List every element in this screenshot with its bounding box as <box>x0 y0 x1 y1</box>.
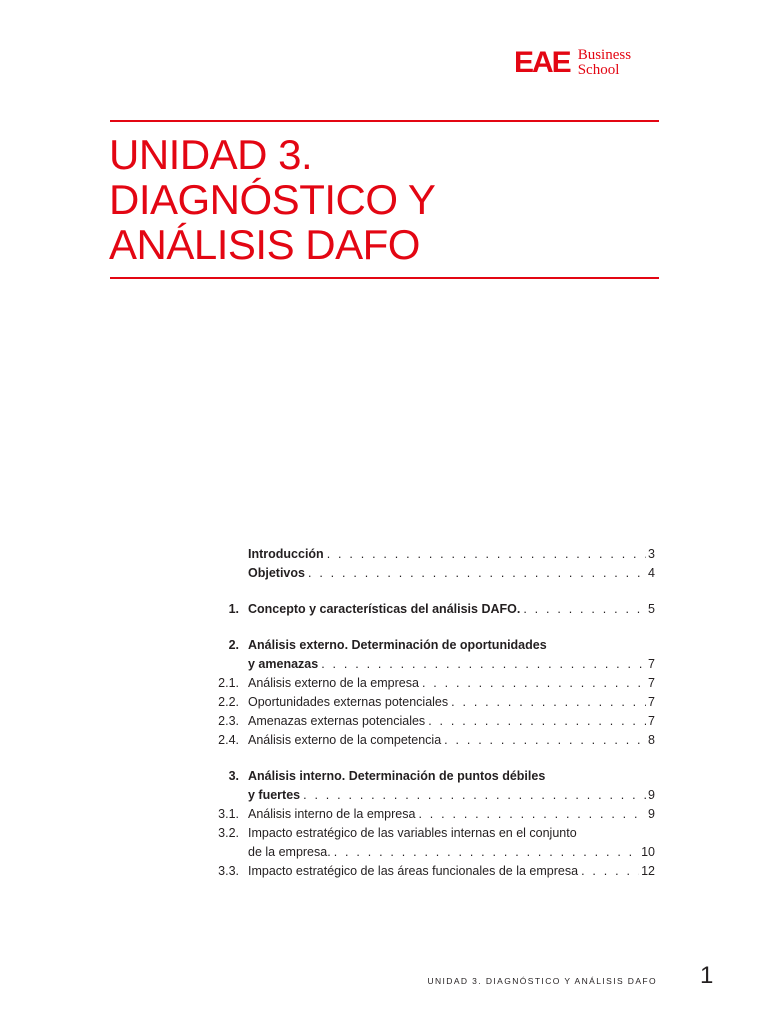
title-bottom-rule <box>110 277 659 279</box>
toc-leader <box>321 655 646 674</box>
toc-entry-section-2-3[interactable] <box>200 712 655 731</box>
toc-leader <box>444 731 646 750</box>
toc-label: Concepto y características del análisis DAFO. <box>248 602 521 616</box>
logo-wordmark <box>578 48 631 78</box>
toc-label: Análisis interno. Determinación de puntos débiles <box>248 769 546 783</box>
toc-page-number: 9 <box>648 807 655 821</box>
toc-label: Impacto estratégico de las variables internas en el conjunto <box>248 826 577 840</box>
toc-label: Amenazas externas potenciales <box>248 714 426 728</box>
toc-page-number: 7 <box>648 657 655 671</box>
toc-entry-section-1[interactable] <box>200 600 655 619</box>
title-top-rule <box>110 120 659 122</box>
title-line-2: DIAGNÓSTICO Y <box>109 176 436 223</box>
toc-section-number: 1. <box>228 602 239 616</box>
toc-page-number: 7 <box>648 695 655 709</box>
logo-mark: EAE <box>514 46 570 79</box>
toc-leader <box>418 805 646 824</box>
toc-label: y amenazas <box>248 657 319 671</box>
toc-entry-section-3-2[interactable] <box>200 824 655 843</box>
logo-line-business: Business <box>577 47 632 63</box>
toc-page-number: 4 <box>648 566 655 580</box>
toc-page-number: 8 <box>648 733 655 747</box>
toc-page-number: 10 <box>641 845 655 859</box>
toc-label: Objetivos <box>248 566 305 580</box>
toc-entry-section-3-2-cont[interactable] <box>200 843 655 862</box>
toc-page-number: 12 <box>641 864 655 878</box>
toc-page-number: 9 <box>648 788 655 802</box>
toc-section-number: 3.2. <box>218 826 239 840</box>
toc-leader <box>428 712 646 731</box>
title-line-1: UNIDAD 3. <box>109 131 313 178</box>
toc-section-number: 3. <box>228 769 239 783</box>
toc-label: Introducción <box>248 547 324 561</box>
toc-leader <box>327 545 646 564</box>
toc-label: Análisis externo de la competencia <box>248 733 442 747</box>
page-number: 1 <box>700 962 714 989</box>
table-of-contents <box>200 545 655 881</box>
toc-entry-section-3-1[interactable] <box>200 805 655 824</box>
toc-page-number: 7 <box>648 714 655 728</box>
toc-entry-section-2-cont[interactable] <box>200 655 655 674</box>
toc-label: Análisis externo. Determinación de oportunidades <box>248 638 547 652</box>
toc-label: Impacto estratégico de las áreas funcionales de la empresa <box>248 864 579 878</box>
toc-entry-intro[interactable] <box>200 545 655 564</box>
toc-section-number: 2.3. <box>218 714 239 728</box>
toc-leader <box>308 564 646 583</box>
page-title <box>109 132 669 267</box>
toc-leader <box>581 862 639 881</box>
toc-section-number: 3.3. <box>218 864 239 878</box>
toc-section-number: 2.2. <box>218 695 239 709</box>
running-footer-title: UNIDAD 3. DIAGNÓSTICO Y ANÁLISIS DAFO <box>427 976 657 986</box>
toc-section-number: 3.1. <box>218 807 239 821</box>
toc-entry-section-2-1[interactable] <box>200 674 655 693</box>
toc-label: y fuertes <box>248 788 301 802</box>
toc-leader <box>451 693 646 712</box>
toc-section-number: 2.1. <box>218 676 239 690</box>
toc-page-number: 5 <box>648 602 655 616</box>
toc-page-number: 7 <box>648 676 655 690</box>
toc-leader <box>523 600 646 619</box>
toc-leader <box>334 843 639 862</box>
toc-leader <box>422 674 646 693</box>
toc-entry-section-2[interactable] <box>200 636 655 655</box>
toc-entry-section-3-cont[interactable] <box>200 786 655 805</box>
toc-entry-section-2-2[interactable] <box>200 693 655 712</box>
toc-entry-section-3[interactable] <box>200 767 655 786</box>
title-line-3: ANÁLISIS DAFO <box>109 221 420 268</box>
toc-section-number: 2.4. <box>218 733 239 747</box>
toc-section-number: 2. <box>228 638 239 652</box>
toc-entry-section-2-4[interactable] <box>200 731 655 750</box>
toc-entry-objectives[interactable] <box>200 564 655 583</box>
toc-leader <box>303 786 646 805</box>
toc-entry-section-3-3[interactable] <box>200 862 655 881</box>
logo-line-school: School <box>577 62 620 78</box>
toc-label: Oportunidades externas potenciales <box>248 695 449 709</box>
toc-label: Análisis externo de la empresa <box>248 676 419 690</box>
toc-label: Análisis interno de la empresa <box>248 807 416 821</box>
toc-label: de la empresa. <box>248 845 331 859</box>
toc-page-number: 3 <box>648 547 655 561</box>
eae-logo <box>514 48 631 78</box>
